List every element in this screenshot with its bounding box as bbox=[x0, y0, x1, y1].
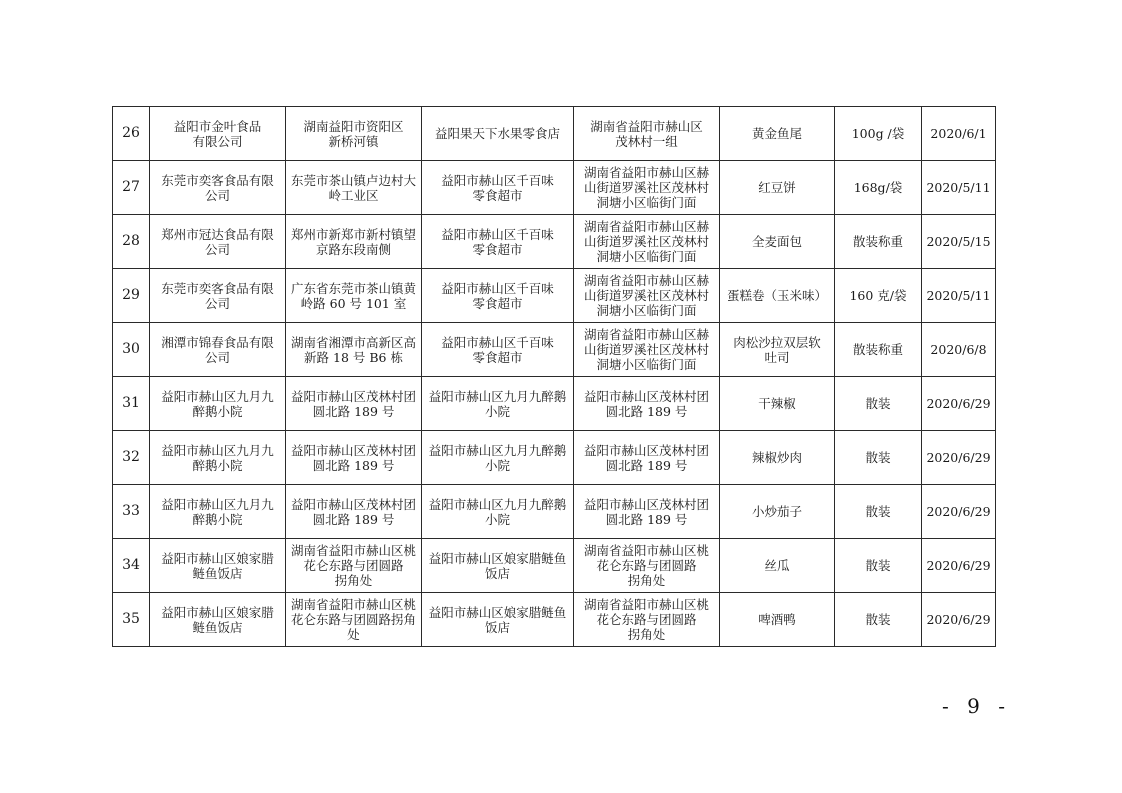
cell-production-date bbox=[922, 485, 996, 539]
cell-producer-address-text: 益阳市赫山区茂林村团 圆北路 189 号 bbox=[290, 442, 416, 473]
cell-producer-address bbox=[286, 539, 422, 593]
cell-seller-name bbox=[422, 107, 574, 161]
cell-specification-text: 168g/袋 bbox=[853, 180, 903, 195]
cell-seller-name bbox=[422, 161, 574, 215]
cell-product-name bbox=[720, 431, 835, 485]
cell-product-name bbox=[720, 215, 835, 269]
table-row bbox=[113, 107, 996, 161]
cell-product-name-text: 啤酒鸭 bbox=[758, 612, 796, 627]
cell-product-name-text: 干辣椒 bbox=[758, 396, 796, 411]
cell-specification bbox=[835, 107, 922, 161]
cell-producer-name-text: 东莞市奕客食品有限 公司 bbox=[161, 280, 274, 311]
cell-seller-address-text: 湖南省益阳市赫山区桃 花仑东路与团圆路 拐角处 bbox=[583, 597, 709, 642]
cell-producer-name-text: 郑州市冠达食品有限 公司 bbox=[161, 226, 274, 257]
cell-specification-text: 100g /袋 bbox=[851, 126, 905, 141]
cell-seller-name bbox=[422, 593, 574, 647]
cell-seller-address bbox=[574, 107, 720, 161]
cell-seller-address bbox=[574, 323, 720, 377]
cell-production-date bbox=[922, 215, 996, 269]
cell-specification bbox=[835, 593, 922, 647]
cell-producer-address-text: 湖南省益阳市赫山区桃 花仑东路与团圆路 拐角处 bbox=[290, 543, 416, 588]
cell-serial-number bbox=[113, 431, 150, 485]
cell-product-name bbox=[720, 323, 835, 377]
cell-product-name bbox=[720, 107, 835, 161]
cell-specification bbox=[835, 161, 922, 215]
cell-producer-name bbox=[150, 485, 286, 539]
cell-seller-name bbox=[422, 485, 574, 539]
table-row bbox=[113, 269, 996, 323]
cell-producer-address bbox=[286, 485, 422, 539]
cell-production-date bbox=[922, 539, 996, 593]
cell-producer-address bbox=[286, 269, 422, 323]
cell-serial-number bbox=[113, 107, 150, 161]
cell-seller-name bbox=[422, 539, 574, 593]
cell-seller-address-text: 湖南省益阳市赫山区赫 山街道罗溪社区茂林村 洞塘小区临街门面 bbox=[583, 327, 709, 372]
cell-seller-address-text: 湖南省益阳市赫山区桃 花仑东路与团圆路 拐角处 bbox=[583, 543, 709, 588]
cell-serial-number-text: 32 bbox=[122, 449, 140, 465]
page-number: - 9 - bbox=[942, 694, 1011, 718]
cell-serial-number bbox=[113, 539, 150, 593]
cell-producer-name-text: 东莞市奕客食品有限 公司 bbox=[161, 172, 274, 203]
cell-serial-number bbox=[113, 593, 150, 647]
cell-production-date-text: 2020/6/29 bbox=[926, 396, 991, 411]
table-row bbox=[113, 593, 996, 647]
cell-serial-number-text: 27 bbox=[122, 179, 140, 195]
cell-product-name bbox=[720, 593, 835, 647]
cell-producer-address-text: 湖南益阳市资阳区 新桥河镇 bbox=[303, 118, 404, 149]
cell-product-name bbox=[720, 377, 835, 431]
cell-specification bbox=[835, 377, 922, 431]
cell-seller-name bbox=[422, 215, 574, 269]
cell-producer-name-text: 湘潭市锦春食品有限 公司 bbox=[161, 334, 274, 365]
cell-seller-name-text: 益阳果天下水果零食店 bbox=[434, 126, 560, 141]
cell-seller-address bbox=[574, 161, 720, 215]
table-row bbox=[113, 377, 996, 431]
cell-producer-address bbox=[286, 377, 422, 431]
cell-specification bbox=[835, 539, 922, 593]
cell-product-name-text: 红豆饼 bbox=[758, 180, 796, 195]
cell-product-name-text: 辣椒炒肉 bbox=[751, 450, 802, 465]
cell-production-date bbox=[922, 107, 996, 161]
cell-product-name bbox=[720, 539, 835, 593]
cell-producer-name bbox=[150, 377, 286, 431]
cell-production-date-text: 2020/5/11 bbox=[926, 180, 991, 195]
cell-specification-text: 散装 bbox=[865, 396, 891, 411]
table-row bbox=[113, 539, 996, 593]
cell-production-date bbox=[922, 161, 996, 215]
cell-seller-name-text: 益阳市赫山区千百味 零食超市 bbox=[441, 280, 554, 311]
table-row bbox=[113, 431, 996, 485]
cell-seller-address bbox=[574, 269, 720, 323]
cell-producer-name bbox=[150, 593, 286, 647]
cell-product-name-text: 蛋糕卷（玉米味） bbox=[726, 288, 827, 303]
cell-producer-address bbox=[286, 593, 422, 647]
cell-specification bbox=[835, 269, 922, 323]
cell-producer-address bbox=[286, 323, 422, 377]
cell-producer-name bbox=[150, 431, 286, 485]
cell-specification-text: 散装 bbox=[865, 612, 891, 627]
cell-production-date bbox=[922, 593, 996, 647]
cell-seller-address-text: 湖南省益阳市赫山区赫 山街道罗溪社区茂林村 洞塘小区临街门面 bbox=[583, 165, 709, 210]
cell-serial-number-text: 35 bbox=[122, 611, 140, 627]
cell-producer-address-text: 益阳市赫山区茂林村团 圆北路 189 号 bbox=[290, 388, 416, 419]
cell-seller-name bbox=[422, 323, 574, 377]
cell-producer-name bbox=[150, 539, 286, 593]
cell-serial-number bbox=[113, 269, 150, 323]
cell-producer-address bbox=[286, 431, 422, 485]
cell-specification-text: 散装 bbox=[865, 450, 891, 465]
cell-production-date-text: 2020/6/29 bbox=[926, 504, 991, 519]
cell-seller-name-text: 益阳市赫山区九月九醉鹅 小院 bbox=[428, 388, 567, 419]
table-row bbox=[113, 323, 996, 377]
cell-specification-text: 散装 bbox=[865, 558, 891, 573]
cell-serial-number-text: 33 bbox=[122, 503, 140, 519]
cell-producer-address-text: 东莞市茶山镇卢边村大 岭工业区 bbox=[290, 172, 416, 203]
cell-serial-number bbox=[113, 485, 150, 539]
cell-seller-address bbox=[574, 215, 720, 269]
cell-producer-name-text: 益阳市金叶食品 有限公司 bbox=[173, 118, 262, 149]
cell-production-date-text: 2020/6/29 bbox=[926, 612, 991, 627]
cell-seller-name-text: 益阳市赫山区千百味 零食超市 bbox=[441, 334, 554, 365]
cell-seller-address bbox=[574, 431, 720, 485]
cell-seller-name bbox=[422, 377, 574, 431]
cell-seller-address-text: 湖南省益阳市赫山区 茂林村一组 bbox=[590, 118, 703, 149]
cell-producer-name-text: 益阳市赫山区娘家腊 鲢鱼饭店 bbox=[161, 550, 274, 581]
cell-producer-name bbox=[150, 323, 286, 377]
cell-producer-address-text: 广东省东莞市茶山镇黄 岭路 60 号 101 室 bbox=[290, 280, 416, 311]
cell-production-date-text: 2020/6/29 bbox=[926, 450, 991, 465]
cell-production-date bbox=[922, 431, 996, 485]
cell-producer-name-text: 益阳市赫山区娘家腊 鲢鱼饭店 bbox=[161, 604, 274, 635]
cell-specification bbox=[835, 323, 922, 377]
cell-production-date bbox=[922, 377, 996, 431]
cell-seller-address-text: 益阳市赫山区茂林村团 圆北路 189 号 bbox=[583, 442, 709, 473]
cell-serial-number-text: 31 bbox=[122, 395, 140, 411]
cell-seller-name-text: 益阳市赫山区九月九醉鹅 小院 bbox=[428, 442, 567, 473]
cell-production-date-text: 2020/6/8 bbox=[930, 342, 987, 357]
cell-producer-name bbox=[150, 269, 286, 323]
cell-specification-text: 散装 bbox=[865, 504, 891, 519]
cell-seller-name-text: 益阳市赫山区千百味 零食超市 bbox=[441, 226, 554, 257]
cell-producer-address-text: 湖南省益阳市赫山区桃 花仑东路与团圆路拐角 处 bbox=[290, 597, 416, 642]
cell-seller-address bbox=[574, 377, 720, 431]
cell-producer-name-text: 益阳市赫山区九月九 醉鹅小院 bbox=[161, 442, 274, 473]
cell-seller-name-text: 益阳市赫山区九月九醉鹅 小院 bbox=[428, 496, 567, 527]
cell-specification-text: 散装称重 bbox=[852, 342, 903, 357]
cell-production-date bbox=[922, 323, 996, 377]
cell-product-name bbox=[720, 269, 835, 323]
cell-specification bbox=[835, 215, 922, 269]
cell-specification bbox=[835, 485, 922, 539]
cell-production-date-text: 2020/6/29 bbox=[926, 558, 991, 573]
cell-producer-address bbox=[286, 107, 422, 161]
cell-producer-address-text: 郑州市新郑市新村镇望 京路东段南侧 bbox=[290, 226, 416, 257]
cell-production-date-text: 2020/6/1 bbox=[930, 126, 987, 141]
cell-seller-address-text: 湖南省益阳市赫山区赫 山街道罗溪社区茂林村 洞塘小区临街门面 bbox=[583, 273, 709, 318]
cell-seller-address bbox=[574, 485, 720, 539]
cell-producer-address bbox=[286, 215, 422, 269]
cell-serial-number-text: 26 bbox=[122, 125, 140, 141]
cell-seller-name-text: 益阳市赫山区娘家腊鲢鱼 饭店 bbox=[428, 550, 567, 581]
table-body bbox=[113, 107, 996, 647]
cell-serial-number bbox=[113, 377, 150, 431]
cell-serial-number-text: 28 bbox=[122, 233, 140, 249]
cell-specification-text: 散装称重 bbox=[852, 234, 903, 249]
cell-serial-number bbox=[113, 215, 150, 269]
cell-producer-name-text: 益阳市赫山区九月九 醉鹅小院 bbox=[161, 496, 274, 527]
cell-production-date bbox=[922, 269, 996, 323]
cell-production-date-text: 2020/5/15 bbox=[926, 234, 991, 249]
cell-seller-name bbox=[422, 431, 574, 485]
cell-seller-name-text: 益阳市赫山区千百味 零食超市 bbox=[441, 172, 554, 203]
cell-specification bbox=[835, 431, 922, 485]
sampling-table bbox=[112, 106, 996, 647]
cell-product-name-text: 黄金鱼尾 bbox=[751, 126, 802, 141]
table-row bbox=[113, 485, 996, 539]
cell-serial-number-text: 29 bbox=[122, 287, 140, 303]
cell-specification-text: 160 克/袋 bbox=[849, 288, 907, 303]
cell-serial-number-text: 30 bbox=[122, 341, 140, 357]
cell-producer-name-text: 益阳市赫山区九月九 醉鹅小院 bbox=[161, 388, 274, 419]
cell-serial-number bbox=[113, 323, 150, 377]
cell-seller-address-text: 益阳市赫山区茂林村团 圆北路 189 号 bbox=[583, 496, 709, 527]
cell-seller-name-text: 益阳市赫山区娘家腊鲢鱼 饭店 bbox=[428, 604, 567, 635]
cell-product-name-text: 小炒茄子 bbox=[751, 504, 802, 519]
cell-product-name-text: 丝瓜 bbox=[764, 558, 790, 573]
table-row bbox=[113, 215, 996, 269]
cell-seller-address-text: 益阳市赫山区茂林村团 圆北路 189 号 bbox=[583, 388, 709, 419]
cell-seller-address bbox=[574, 539, 720, 593]
cell-product-name bbox=[720, 485, 835, 539]
table-row bbox=[113, 161, 996, 215]
cell-producer-address-text: 湖南省湘潭市高新区高 新路 18 号 B6 栋 bbox=[290, 334, 416, 365]
cell-producer-address bbox=[286, 161, 422, 215]
cell-product-name bbox=[720, 161, 835, 215]
cell-producer-address-text: 益阳市赫山区茂林村团 圆北路 189 号 bbox=[290, 496, 416, 527]
cell-serial-number-text: 34 bbox=[122, 557, 140, 573]
cell-producer-name bbox=[150, 161, 286, 215]
cell-seller-address-text: 湖南省益阳市赫山区赫 山街道罗溪社区茂林村 洞塘小区临街门面 bbox=[583, 219, 709, 264]
cell-seller-address bbox=[574, 593, 720, 647]
cell-seller-name bbox=[422, 269, 574, 323]
cell-producer-name bbox=[150, 215, 286, 269]
cell-product-name-text: 全麦面包 bbox=[751, 234, 802, 249]
cell-production-date-text: 2020/5/11 bbox=[926, 288, 991, 303]
cell-producer-name bbox=[150, 107, 286, 161]
cell-serial-number bbox=[113, 161, 150, 215]
cell-product-name-text: 肉松沙拉双层软 吐司 bbox=[733, 334, 821, 365]
